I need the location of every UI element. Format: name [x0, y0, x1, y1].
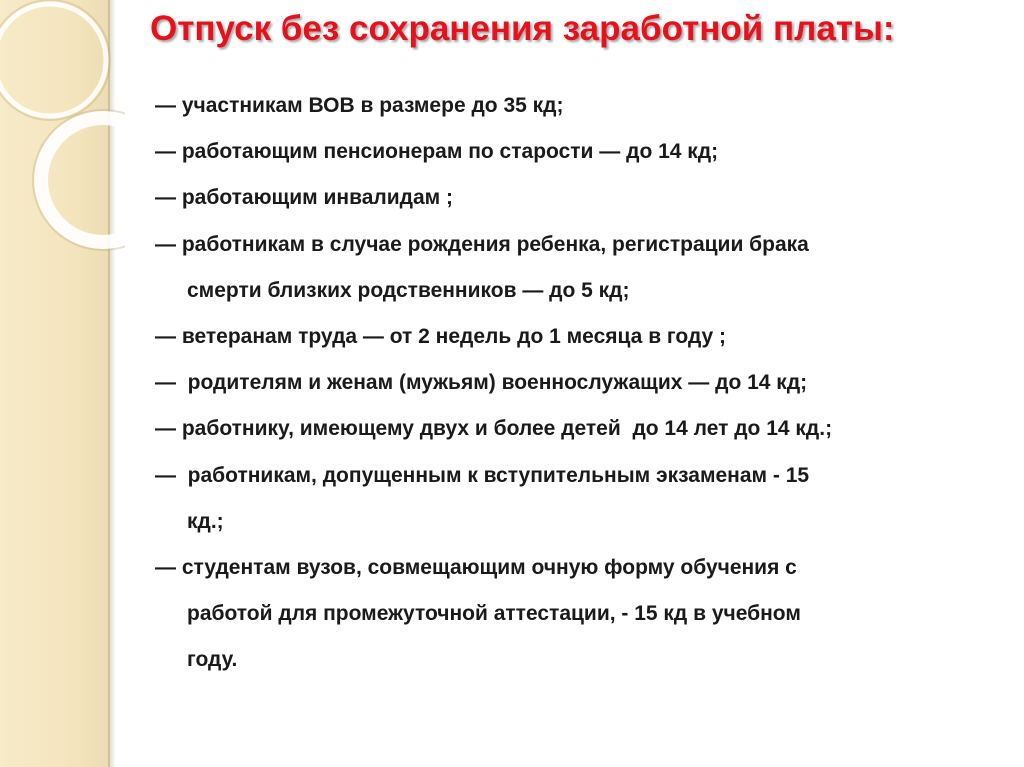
list-item: — работнику, имеющему двух и более детей до 14 лет до 14 кд.;	[155, 417, 833, 441]
list-item-continuation: кд.;	[187, 509, 224, 533]
list-item: — студентам вузов, совмещающим очную форму обучения с	[155, 556, 797, 580]
list-item-continuation: работой для промежуточной аттестации, - 15 кд в учебном	[187, 602, 801, 626]
list-item: — ветеранам труда — от 2 недель до 1 месяца в году ;	[155, 325, 727, 349]
slide-title: Отпуск без сохранения заработной платы:	[150, 9, 895, 48]
list-item-continuation: смерти близких родственников — до 5 кд;	[187, 278, 630, 302]
decorative-rings-graphic	[0, 0, 125, 260]
list-item: — родителям и женам (мужьям) военнослужащих — до 14 кд;	[155, 371, 808, 395]
leave-list	[155, 83, 1015, 684]
list-item: — работающим инвалидам ;	[155, 186, 454, 210]
list-item: — работникам в случае рождения ребенка, регистрации брака	[155, 232, 809, 256]
list-item: — участникам ВОВ в размере до 35 кд;	[155, 94, 564, 117]
list-item-continuation: году.	[187, 648, 238, 672]
decorative-ring-lower	[41, 118, 125, 242]
decorative-ring-upper	[0, 4, 106, 116]
list-item: — работающим пенсионерам по старости — до 14 кд;	[155, 140, 719, 164]
list-item: — работникам, допущенным к вступительным экзаменам - 15	[155, 463, 810, 487]
